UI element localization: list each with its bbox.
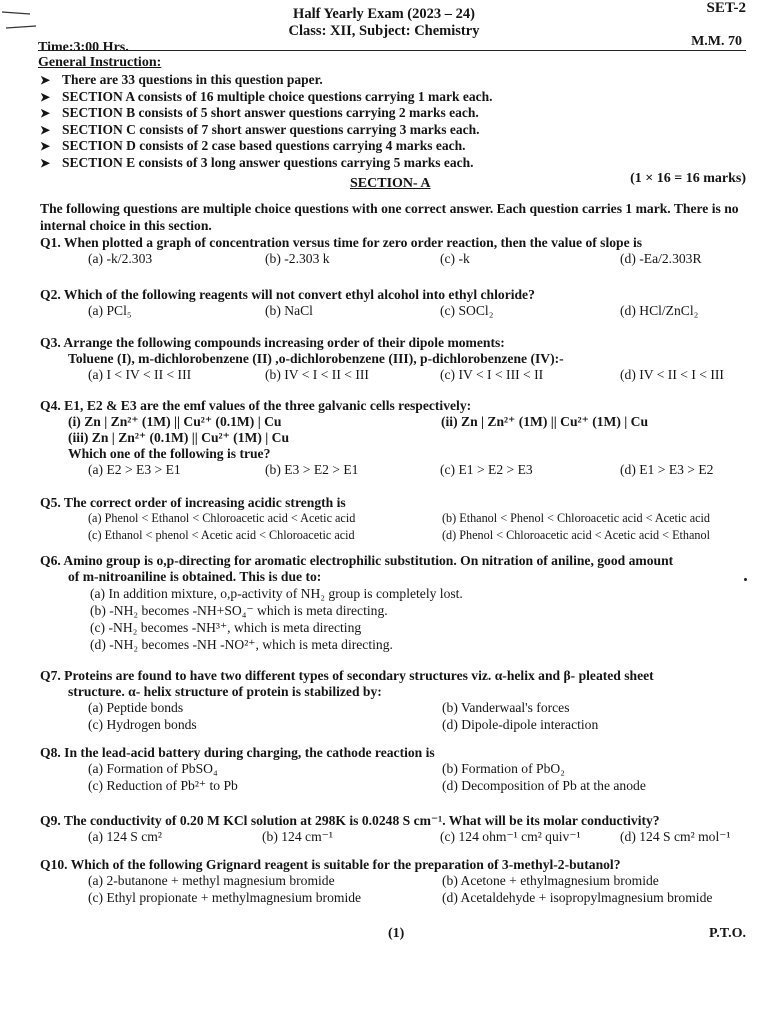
option-d: (d) Dipole-dipole interaction: [442, 717, 599, 732]
exam-title: Half Yearly Exam (2023 – 24): [293, 6, 475, 22]
cell-row: [40, 414, 649, 430]
option-d: (d) Phenol < Chloroacetic acid < Acetic acid < Ethanol: [442, 528, 711, 542]
question-text-cont: structure. α- helix structure of protein is stabilized by:: [68, 684, 382, 699]
max-marks: M.M. 70: [691, 34, 742, 49]
option-c: (c) SOCl₂: [440, 303, 494, 318]
instruction-item: ➤ SECTION D consists of 2 case based questions carrying 4 marks each.: [40, 138, 466, 154]
question-text-cont: of m-nitroaniline is obtained. This is due to:: [68, 569, 322, 584]
option-b: (b) NaCl: [265, 303, 313, 318]
cell-iii: (iii) Zn | Zn²⁺ (0.1M) || Cu²⁺ (1M) | Cu: [68, 430, 290, 445]
instruction-item: ➤ SECTION E consists of 3 long answer questions carrying 5 marks each.: [40, 154, 474, 170]
arrow-bullet-icon: ➤: [40, 106, 51, 121]
option-b: (b) -2.303 k: [265, 251, 330, 266]
question-text: Q3. Arrange the following compounds increasing order of their dipole moments:: [40, 335, 505, 350]
option-b: (b) Ethanol < Phenol < Chloroacetic acid < Acetic acid: [442, 511, 711, 525]
class-subject: Class: XII, Subject: Chemistry: [288, 23, 480, 39]
arrow-bullet-icon: ➤: [40, 155, 51, 170]
option-row: [40, 761, 565, 778]
option-a: (a) Phenol < Ethanol < Chloroacetic acid < Acetic acid: [88, 511, 356, 525]
instruction-item: ➤ There are 33 questions in this question paper.: [40, 72, 323, 87]
question-10: [40, 857, 713, 907]
question-text: Q5. The correct order of increasing acidic strength is: [40, 495, 346, 510]
option-d: (d) E1 > E3 > E2: [620, 462, 714, 477]
option-d: (d) HCl/ZnCl₂: [620, 303, 699, 318]
option-a: (a) In addition mixture, o,p-activity of NH₂ group is completely lost.: [90, 586, 463, 601]
option-row: [40, 778, 646, 795]
option-b: (b) 124 cm⁻¹: [262, 829, 333, 844]
please-turn-over: P.T.O.: [709, 926, 746, 941]
option-list: [40, 585, 673, 653]
instruction-item: ➤ SECTION C consists of 7 short answer questions carrying 3 marks each.: [40, 121, 480, 137]
option-c: (c) Ethyl propionate + methylmagnesium bromide: [88, 890, 362, 905]
question-7: [40, 668, 654, 734]
option-c: (c) -k: [440, 251, 470, 266]
option-d: (d) -NH₂ becomes -NH -NO²⁺, which is meta directing.: [90, 637, 393, 652]
option-row: [40, 528, 711, 545]
option-b: (b) Acetone + ethylmagnesium bromide: [442, 873, 659, 888]
section-a-heading: SECTION- A: [350, 176, 431, 191]
option-a: (a) Peptide bonds: [88, 700, 184, 715]
option-row: [40, 303, 699, 320]
question-6: [40, 553, 673, 653]
option-row: [40, 511, 711, 528]
arrow-bullet-icon: ➤: [40, 89, 51, 104]
option-b: (b) Vanderwaal's forces: [442, 700, 570, 715]
arrow-bullet-icon: ➤: [40, 73, 51, 87]
general-instruction-title: General Instruction:: [38, 55, 162, 70]
option-b: (b) Formation of PbO₂: [442, 761, 565, 776]
instruction-item: ➤ SECTION A consists of 16 multiple choice questions carrying 1 mark each.: [40, 88, 493, 104]
question-text: Q4. E1, E2 & E3 are the emf values of the three galvanic cells respectively:: [40, 398, 472, 413]
question-text: Q8. In the lead-acid battery during charging, the cathode reaction is: [40, 745, 435, 760]
question-text: Q7. Proteins are found to have two different types of secondary structures viz. α-helix and β- pleated sheet: [40, 668, 654, 683]
option-d: (d) -Ea/2.303R: [620, 251, 702, 266]
question-4: [40, 398, 714, 479]
option-c: (c) Ethanol < phenol < Acetic acid < Chloroacetic acid: [88, 528, 355, 542]
option-row: [40, 462, 714, 479]
question-text: Q2. Which of the following reagents will not convert ethyl alcohol into ethyl chloride?: [40, 287, 535, 302]
arrow-bullet-icon: ➤: [40, 122, 51, 137]
instruction-item: ➤ SECTION B consists of 5 short answer questions carrying 2 marks each.: [40, 105, 479, 121]
arrow-bullet-icon: ➤: [40, 139, 51, 154]
option-row: [40, 829, 731, 846]
header-divider: [38, 50, 746, 51]
cell-i: (i) Zn | Zn²⁺ (1M) || Cu²⁺ (0.1M) | Cu: [68, 414, 282, 429]
stray-mark: [744, 578, 747, 581]
option-c: (c) Reduction of Pb²⁺ to Pb: [88, 778, 238, 793]
question-9: [40, 813, 731, 846]
option-a: (a) I < IV < II < III: [88, 367, 192, 382]
question-text: Q10. Which of the following Grignard reagent is suitable for the preparation of 3-methyl-2-butanol?: [40, 857, 621, 872]
question-text: Q1. When plotted a graph of concentration versus time for zero order reaction, then the value of slope is: [40, 235, 643, 250]
question-prompt: Which one of the following is true?: [68, 446, 271, 461]
page-number: (1): [388, 926, 405, 941]
question-5: [40, 495, 711, 545]
cell-ii: (ii) Zn | Zn²⁺ (1M) || Cu²⁺ (1M) | Cu: [441, 414, 649, 429]
question-8: [40, 745, 646, 795]
option-c: (c) IV < I < III < II: [440, 367, 544, 382]
option-a: (a) PCl₅: [88, 303, 132, 318]
option-c: (c) Hydrogen bonds: [88, 717, 197, 732]
option-a: (a) -k/2.303: [88, 251, 153, 266]
option-d: (d) 124 S cm² mol⁻¹: [620, 829, 731, 844]
exam-header: [0, 6, 768, 40]
option-a: (a) Formation of PbSO₄: [88, 761, 218, 776]
section-a-marks: (1 × 16 = 16 marks): [630, 171, 746, 186]
question-3: [40, 335, 724, 384]
option-row: [40, 251, 702, 268]
exam-time: Time:3:00 Hrs.: [38, 40, 129, 55]
option-d: (d) IV < II < I < III: [620, 367, 724, 382]
section-a-intro: The following questions are multiple choice questions with one correct answer. Each question carries 1 mark. There is no internal choice in this section.: [40, 201, 739, 233]
option-b: (b) -NH₂ becomes -NH+SO₄⁻ which is meta directing.: [90, 603, 388, 618]
set-number: SET-2: [706, 0, 746, 16]
option-c: (c) E1 > E2 > E3: [440, 462, 533, 477]
instruction-list: [40, 72, 493, 172]
question-2: [40, 287, 699, 320]
option-row: [40, 873, 659, 890]
question-text: Q6. Amino group is o,p-directing for aromatic electrophilic substitution. On nitration of aniline, good amount: [40, 553, 674, 568]
option-a: (a) E2 > E3 > E1: [88, 462, 181, 477]
option-b: (b) E3 > E2 > E1: [265, 462, 359, 477]
option-row: [40, 717, 654, 734]
option-c: (c) 124 ohm⁻¹ cm² quiv⁻¹: [440, 829, 581, 844]
option-a: (a) 124 S cm²: [88, 829, 162, 844]
option-row: [40, 700, 654, 717]
option-c: (c) -NH₂ becomes -NH³⁺, which is meta directing: [90, 620, 362, 635]
question-1: [40, 235, 702, 268]
option-row: [40, 367, 724, 384]
question-text: Q9. The conductivity of 0.20 M KCl solution at 298K is 0.0248 S cm⁻¹. What will be its molar conductivity?: [40, 813, 660, 828]
option-a: (a) 2-butanone + methyl magnesium bromide: [88, 873, 335, 888]
option-d: (d) Decomposition of Pb at the anode: [442, 778, 646, 793]
question-compounds: Toluene (I), m-dichlorobenzene (II) ,o-dichlorobenzene (III), p-dichlorobenzene (IV):-: [68, 351, 564, 366]
option-d: (d) Acetaldehyde + isopropylmagnesium bromide: [442, 890, 713, 905]
option-b: (b) IV < I < II < III: [265, 367, 369, 382]
option-row: [40, 890, 713, 907]
